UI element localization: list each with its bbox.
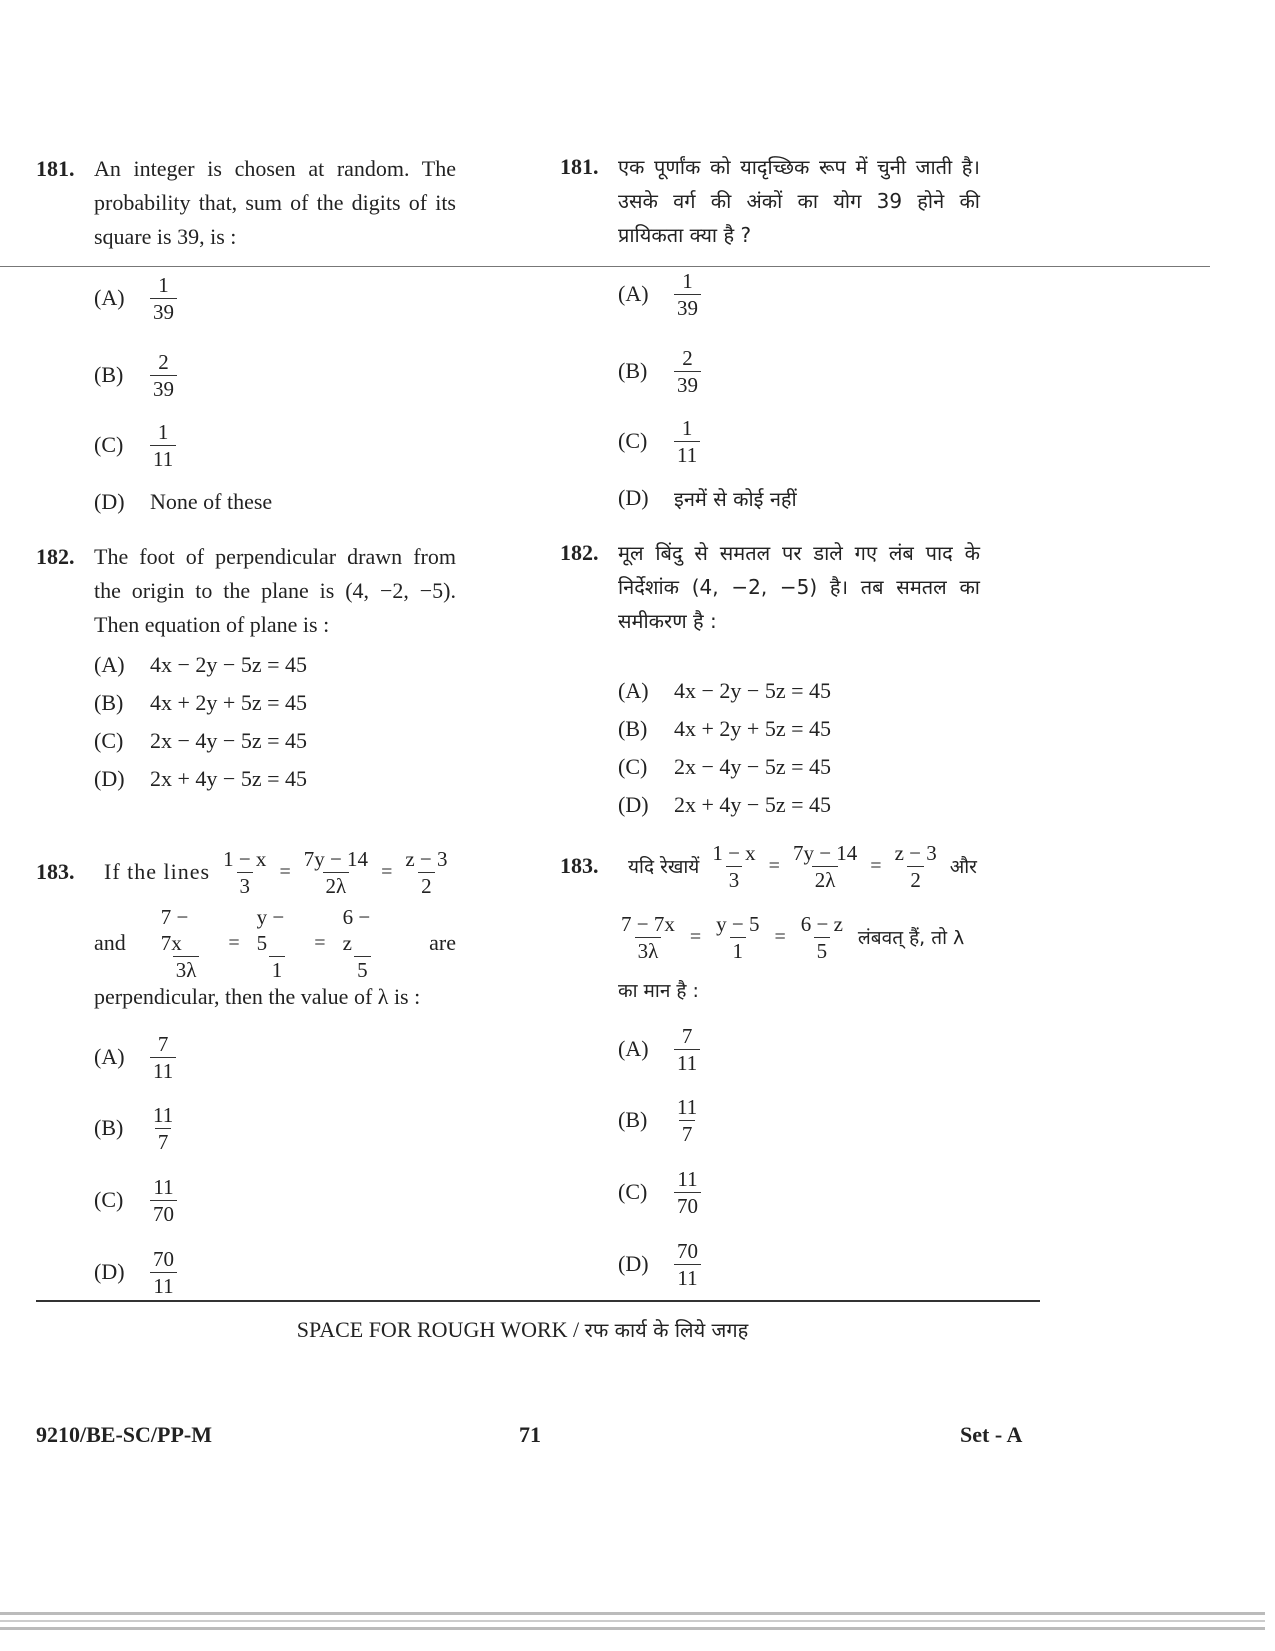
question-text: का मान है : (618, 980, 699, 1002)
question-number: 182. (560, 540, 599, 565)
option-d[interactable]: (D) 2x + 4y − 5z = 45 (94, 766, 307, 791)
option-c[interactable]: (C) 2x − 4y − 5z = 45 (94, 728, 307, 753)
option-b[interactable]: (B) $\frac{11}{7}$ (618, 1084, 980, 1156)
fraction: $\frac{1}{11}$ (150, 419, 176, 472)
fraction: $\frac{11}{7}$ (677, 1094, 698, 1146)
question-text: एक पूर्णांक को यादृच्छिक रूप में चुनी जाती है। उसके वर्ग की अंकों का योग 39 होने की प्रायिकता क्या है ? (618, 155, 980, 247)
fraction: $\frac{6 - z}{5}$ (342, 904, 371, 982)
fraction: $\frac{11}{7}$ (153, 1102, 174, 1154)
fraction: $\frac{1}{39}$ (674, 268, 701, 321)
question-number: 183. (560, 853, 599, 878)
option-c[interactable]: (C) $\frac{1}{11}$ (618, 406, 980, 476)
set-label: Set - A (960, 1422, 1023, 1447)
fraction: $\frac{70}{11}$ (150, 1246, 177, 1299)
question-181-en (36, 152, 456, 254)
paper-code: 9210/BE-SC/PP-M (36, 1422, 212, 1447)
fraction: $\frac{70}{11}$ (674, 1238, 701, 1291)
question-182-en (36, 540, 456, 798)
option-b[interactable]: (B) $\frac{2}{39}$ (618, 336, 980, 406)
option-b[interactable]: (B) 4x + 2y + 5z = 45 (618, 716, 831, 741)
option-a[interactable]: (A) $\frac{1}{39}$ (94, 270, 456, 326)
option-d[interactable]: (D) None of these (94, 489, 273, 514)
question-number: 181. (36, 156, 75, 181)
option-a[interactable]: (A) $\frac{1}{39}$ (618, 266, 980, 322)
option-c[interactable]: (C) $\frac{1}{11}$ (94, 410, 456, 480)
fraction: $\frac{z - 3}{2}$ (405, 846, 448, 898)
fraction: $\frac{7 - 7x}{3\lambda}$ (158, 904, 215, 983)
option-d[interactable]: (D) $\frac{70}{11}$ (94, 1236, 456, 1308)
question-181-hi (560, 150, 980, 252)
fraction: $\frac{11}{70}$ (150, 1174, 177, 1227)
option-d[interactable]: (D) 2x + 4y − 5z = 45 (618, 792, 831, 817)
question-182-hi (560, 536, 980, 824)
option-d[interactable]: (D) इनमें से कोई नहीं (618, 485, 797, 511)
fraction: $\frac{1 - x}{3}$ (223, 846, 267, 898)
hindi-column (560, 0, 980, 1300)
fraction: $\frac{7y - 14}{2\lambda}$ (303, 846, 369, 898)
rough-work-title: SPACE FOR ROUGH WORK / रफ कार्य के लिये जगह (296, 1317, 749, 1342)
fraction: $\frac{2}{39}$ (150, 349, 177, 402)
option-c[interactable]: (C) $\frac{11}{70}$ (94, 1164, 456, 1236)
english-column (36, 0, 456, 1300)
option-a[interactable]: (A) $\frac{7}{11}$ (94, 1022, 456, 1092)
bottom-border (0, 1612, 1265, 1615)
fraction: $\frac{1 - x}{3}$ (712, 840, 756, 892)
rough-work-divider (36, 1300, 1040, 1302)
question-text: मूल बिंदु से समतल पर डाले गए लंब पाद के निर्देशांक (4, −2, −5) है। तब समतल का समीकरण है : (618, 541, 980, 633)
question-text: The foot of perpendicular drawn from the origin to the plane is (4, −2, −5). Then equation of plane is : (94, 544, 456, 637)
question-number: 181. (560, 154, 599, 179)
question-text: perpendicular, then the value of λ is : (94, 984, 421, 1009)
option-a[interactable]: (A) 4x − 2y − 5z = 45 (618, 678, 831, 703)
fraction: $\frac{7}{11}$ (150, 1031, 176, 1084)
option-d[interactable]: (D) $\frac{70}{11}$ (618, 1228, 980, 1300)
fraction: $\frac{7 - 7x}{3\lambda}$ (621, 911, 675, 963)
fraction: $\frac{y - 5}{1}$ (716, 911, 760, 963)
fraction: $\frac{6 - z}{5}$ (800, 911, 843, 963)
bottom-border (0, 1627, 1265, 1630)
question-183-en: 183. If the lines $\frac{1 - x}{3}$ = $\frac{7y - 14}{2\lambda}$ = $\frac{z - 3}{2}$ and $\frac{7 - 7x}{3\lambda}$ = $\frac{y - 5}{1}$ = $\frac{6 - z}{5}$ are perpendicular, then the value of λ is : (A) $\frac{7}{11}$ (B) $\frac{11}{7}$ (C) $\frac{11}{70}$ (D) $\frac{70}{11}$ (36, 842, 456, 1308)
fraction: $\frac{7}{11}$ (674, 1023, 700, 1076)
option-b[interactable]: (B) $\frac{11}{7}$ (94, 1092, 456, 1164)
fraction: $\frac{z - 3}{2}$ (894, 840, 937, 892)
fraction: $\frac{7y - 14}{2\lambda}$ (792, 840, 858, 892)
option-a[interactable]: (A) $\frac{7}{11}$ (618, 1014, 980, 1084)
fraction: $\frac{y - 5}{1}$ (256, 904, 285, 982)
question-number: 182. (36, 544, 75, 569)
option-a[interactable]: (A) 4x − 2y − 5z = 45 (94, 652, 307, 677)
page-number: 71 (519, 1422, 541, 1447)
option-b[interactable]: (B) 4x + 2y + 5z = 45 (94, 690, 307, 715)
fraction: $\frac{1}{11}$ (674, 415, 700, 468)
bottom-border (0, 1620, 1265, 1622)
fraction: $\frac{11}{70}$ (674, 1166, 701, 1219)
question-number: 183. (36, 859, 75, 884)
question-183-hi: 183. यदि रेखायें $\frac{1 - x}{3}$ = $\frac{7y - 14}{2\lambda}$ = $\frac{z - 3}{2}$ और $\frac{7 - 7x}{3\lambda}$ = $\frac{y - 5}{1}$ = $\frac{6 - z}{5}$ लंबवत् हैं, तो λ का मान है : (A) $\frac{7}{11}$ (B) $\frac{11}{7}$ (C) $\frac{11}{70}$ (D) $\frac{70}{11}$ (560, 836, 980, 1300)
option-c[interactable]: (C) 2x − 4y − 5z = 45 (618, 754, 831, 779)
option-c[interactable]: (C) $\frac{11}{70}$ (618, 1156, 980, 1228)
option-b[interactable]: (B) $\frac{2}{39}$ (94, 340, 456, 410)
fraction: $\frac{2}{39}$ (674, 345, 701, 398)
fraction: $\frac{1}{39}$ (150, 272, 177, 325)
question-text: An integer is chosen at random. The probability that, sum of the digits of its square is 39, is : (94, 156, 456, 249)
